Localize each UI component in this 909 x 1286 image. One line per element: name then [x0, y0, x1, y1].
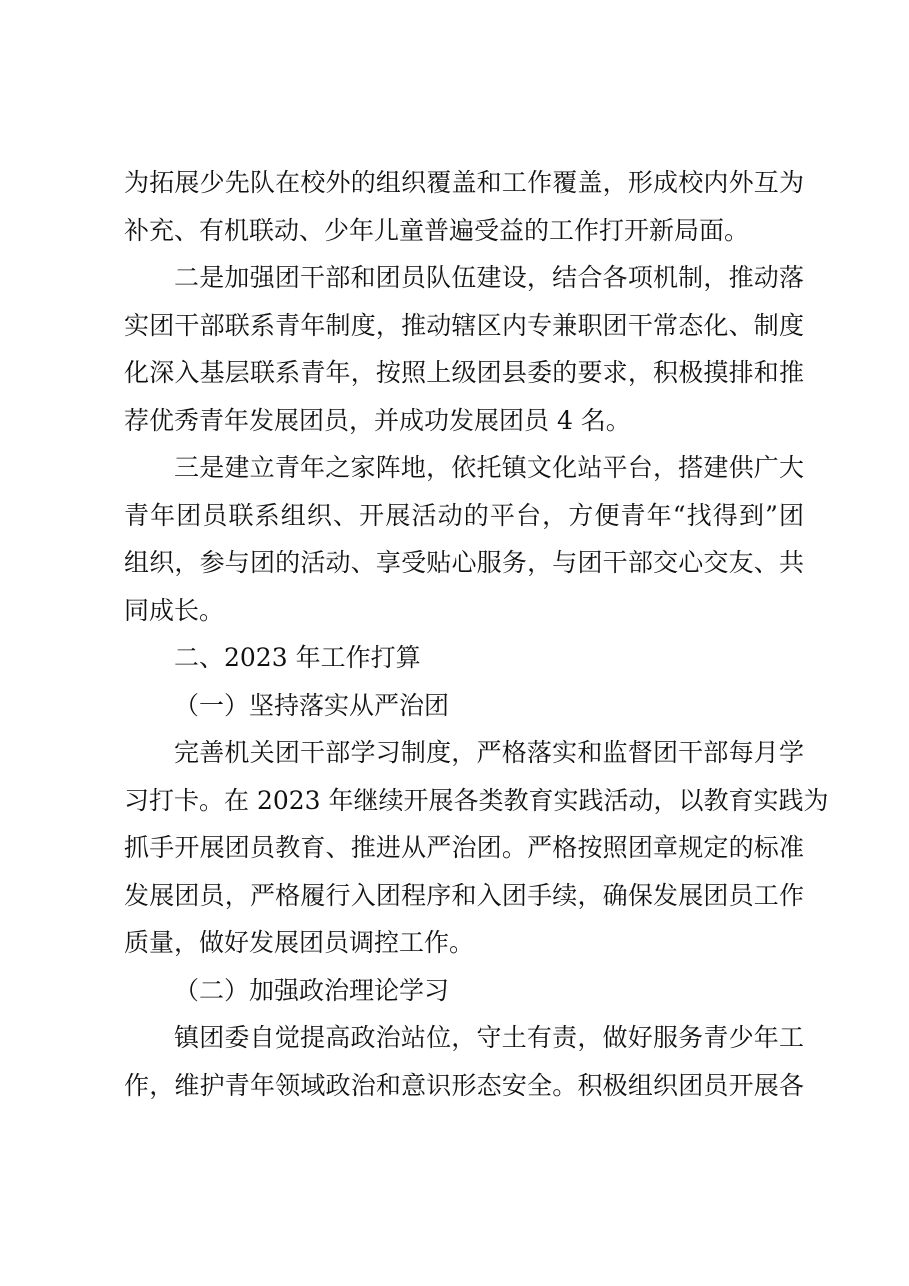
- text-line: 镇团委自觉提高政治站位，守土有责，做好服务青少年工: [174, 1023, 804, 1052]
- text-line: 二是加强团干部和团员队伍建设，结合各项机制，推动落: [174, 263, 804, 292]
- text-line: 为拓展少先队在校外的组织覆盖和工作覆盖，形成校内外互为: [124, 168, 804, 197]
- text-line: 化深入基层联系青年，按照上级团县委的要求，积极摸排和推: [124, 358, 804, 387]
- text-line: （一）坚持落实从严治团: [174, 690, 450, 720]
- text-line: 荐优秀青年发展团员，并成功发展团员 4 名。: [124, 405, 631, 435]
- text-line: 实团干部联系青年制度，推动辖区内专兼职团干常态化、制度: [124, 310, 804, 340]
- text-line: 作，维护青年领域政治和意识形态安全。积极组织团员开展各: [124, 1070, 804, 1100]
- text-line: 抓手开展团员教育、推进从严治团。严格按照团章规定的标准: [124, 833, 804, 862]
- text-line: 习打卡。在 2023 年继续开展各类教育实践活动，以教育实践为: [124, 785, 829, 815]
- text-line: 青年团员联系组织、开展活动的平台，方便青年“找得到”团: [124, 500, 804, 530]
- text-line: 同成长。: [124, 595, 225, 625]
- text-line: （二）加强政治理论学习: [174, 975, 450, 1005]
- text-line: 三是建立青年之家阵地，依托镇文化站平台，搭建供广大: [174, 453, 804, 482]
- document-body: [124, 159, 829, 1109]
- text-line: 完善机关团干部学习制度，严格落实和监督团干部每月学: [174, 738, 804, 767]
- text-line: 二、2023 年工作打算: [174, 643, 421, 672]
- text-line: 质量，做好发展团员调控工作。: [124, 928, 475, 957]
- text-line: 发展团员，严格履行入团程序和入团手续，确保发展团员工作: [124, 880, 804, 910]
- text-line: 补充、有机联动、少年儿童普遍受益的工作打开新局面。: [124, 215, 750, 245]
- text-line: 组织，参与团的活动、享受贴心服务，与团干部交心交友、共: [124, 548, 804, 577]
